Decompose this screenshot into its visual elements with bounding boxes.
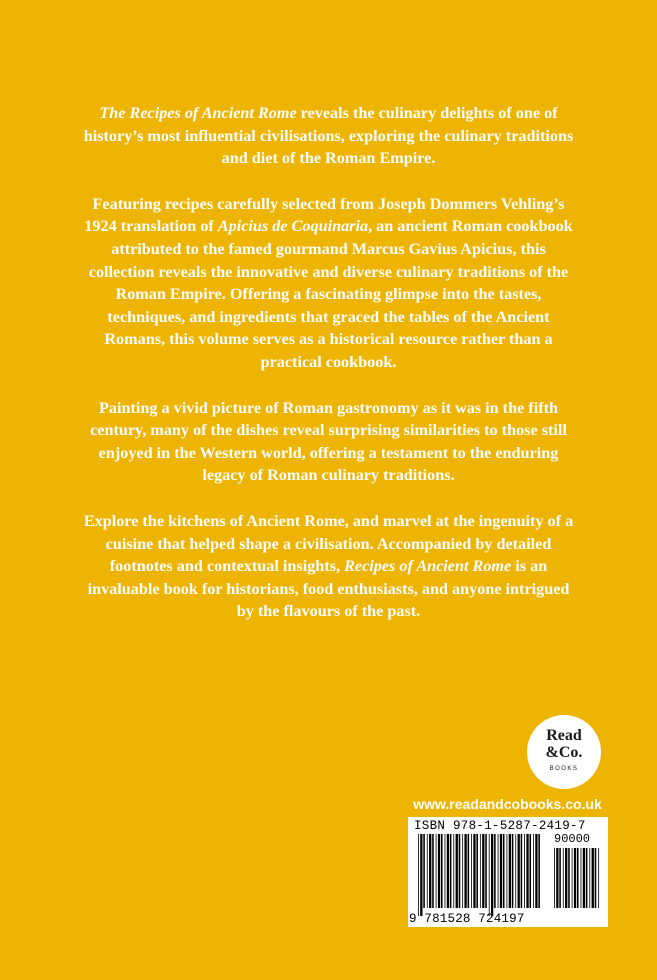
barcode-addon-bars xyxy=(552,848,602,916)
barcode-bar xyxy=(494,834,496,908)
publisher-logo xyxy=(527,715,601,789)
barcode-bar xyxy=(450,834,452,908)
barcode-bar xyxy=(568,848,570,908)
back-cover-blurb xyxy=(80,102,577,646)
barcode-bar xyxy=(480,834,481,908)
barcode-bar xyxy=(595,848,597,908)
barcode-digits: 9 781528 724197 xyxy=(409,912,525,926)
barcode-bar xyxy=(556,848,558,908)
price-code: 90000 xyxy=(554,832,591,846)
barcode-bar xyxy=(577,848,579,908)
logo-line-1: Read xyxy=(546,727,582,744)
barcode-bar xyxy=(441,834,443,908)
barcode-bar xyxy=(445,834,446,908)
barcode-bar xyxy=(447,834,449,908)
barcode-bar xyxy=(598,848,599,908)
logo-line-2: &Co. xyxy=(545,744,583,761)
barcode-main-bars xyxy=(416,834,542,916)
barcode-bar xyxy=(459,834,461,908)
isbn-barcode xyxy=(408,817,608,927)
barcode-bar xyxy=(436,834,437,908)
barcode-bar xyxy=(438,834,440,908)
barcode-bar xyxy=(521,834,523,908)
barcode-bar xyxy=(592,848,594,908)
barcode-bar xyxy=(423,834,425,908)
barcode-bar xyxy=(468,834,470,908)
barcode-bar xyxy=(530,834,532,908)
barcode-bar xyxy=(538,834,540,908)
barcode-bar xyxy=(574,848,576,908)
barcode-bar xyxy=(565,848,567,908)
publisher-website[interactable]: www.readandcobooks.co.uk xyxy=(413,796,602,812)
barcode-bar xyxy=(500,834,502,908)
barcode-bar xyxy=(572,848,573,908)
barcode-bar xyxy=(589,848,590,908)
barcode-bar xyxy=(476,834,478,908)
barcode-bar xyxy=(464,834,466,908)
blurb-paragraph-1: The Recipes of Ancient Rome reveals the culinary delights of one of history’s most influential civilisations, exploring the culinary traditions and diet of the Roman Empire. xyxy=(83,104,574,168)
barcode-bar xyxy=(586,848,588,908)
barcode-bar xyxy=(581,848,582,908)
barcode-bar xyxy=(507,834,508,908)
barcode-bar xyxy=(533,834,534,908)
barcode-bar xyxy=(512,834,514,908)
blurb-paragraph-2: Featuring recipes carefully selected from Joseph Dommers Vehling’s 1924 translation of Apicius de Coquinaria, an ancient Roman cookbook attributed to the famed gourmand Marcus Gavius Apicius, this collection reveals the innovative and diverse culinary traditions of the Roman Empire. Offering a fascinating glimpse into the tastes, techniques, and ingredients that graced the tables of the Ancient Romans, this volume serves as a historical resource rather than a practical cookbook. xyxy=(84,194,573,371)
blurb-paragraph-4: Explore the kitchens of Ancient Rome, and marvel at the ingenuity of a cuisine that helped shape a civilisation. Accompanied by detailed footnotes and contextual insights, Recipes of Ancient Rome is an invaluable book for historians, food enthusiasts, and anyone intrigued by the flavours of the past. xyxy=(83,511,574,621)
barcode-bar xyxy=(420,834,422,916)
barcode-bar xyxy=(526,834,528,908)
barcode-bar xyxy=(453,834,454,908)
barcode-bar xyxy=(473,834,475,908)
barcode-bar xyxy=(482,834,484,908)
barcode-bar xyxy=(489,834,490,916)
book-title-italic: The Recipes of Ancient Rome xyxy=(99,104,297,122)
barcode-bar xyxy=(554,848,555,908)
barcode-bar xyxy=(456,834,458,908)
barcode-bar xyxy=(462,834,463,908)
barcode-bar xyxy=(559,848,561,908)
barcode-bar xyxy=(535,834,537,908)
barcode-bar xyxy=(427,834,428,908)
barcode-bar xyxy=(563,848,564,908)
barcode-bar xyxy=(583,848,585,908)
barcode-bar xyxy=(429,834,431,908)
logo-line-3: BOOKS xyxy=(549,766,579,772)
barcode-bar xyxy=(515,834,516,908)
barcode-bar xyxy=(498,834,499,908)
barcode-bar xyxy=(524,834,525,908)
barcode-bar xyxy=(491,834,493,916)
isbn-label: ISBN 978-1-5287-2419-7 xyxy=(414,819,586,833)
barcode-bar xyxy=(418,834,419,916)
barcode-bar xyxy=(518,834,520,908)
barcode-bar xyxy=(485,834,487,908)
source-title-italic: Apicius de Coquinaria xyxy=(217,217,369,236)
book-title-italic: Recipes of Ancient Rome xyxy=(344,557,512,576)
barcode-bar xyxy=(509,834,511,908)
barcode-bar xyxy=(432,834,434,908)
blurb-paragraph-3: Painting a vivid picture of Roman gastronomy as it was in the fifth century, many of the dishes reveal surprising similarities to those still enjoyed in the Western world, offering a testament to the enduring legacy of Roman culinary traditions. xyxy=(90,398,567,485)
barcode-bar xyxy=(471,834,472,908)
barcode-bar xyxy=(503,834,505,908)
